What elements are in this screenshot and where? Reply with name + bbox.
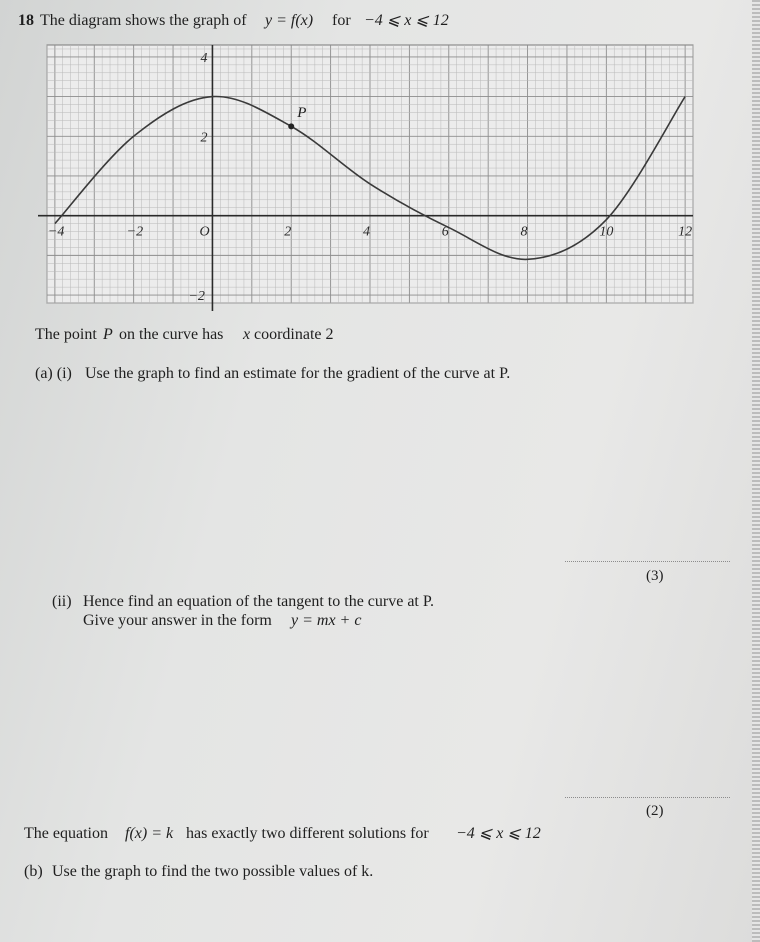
- part-b-label: (b): [24, 863, 43, 880]
- part-a-i-label: (a) (i): [35, 365, 72, 382]
- x-tick-label: 12: [678, 224, 693, 240]
- answer-line-a-ii: [565, 797, 730, 798]
- x-tick-label: −2: [126, 224, 144, 240]
- point-sentence-x: x: [243, 326, 251, 343]
- equation-sentence-start: The equation: [24, 825, 108, 842]
- part-b-text: Use the graph to find the two possible values of k.: [52, 863, 374, 880]
- x-tick-label: 4: [363, 224, 370, 240]
- y-tick-label: −2: [188, 289, 205, 305]
- x-tick-label: 8: [520, 224, 528, 240]
- point-sentence-middle: on the curve has: [119, 326, 224, 343]
- x-tick-label: −4: [47, 224, 65, 240]
- part-a-ii-line1: Hence find an equation of the tangent to the curve at P.: [83, 593, 434, 610]
- equation-domain: −4 ⩽ x ⩽ 12: [456, 825, 541, 842]
- x-tick-label: O: [199, 224, 210, 240]
- part-a-i-text: Use the graph to find an estimate for the gradient of the curve at P.: [85, 365, 511, 382]
- point-p-marker: [288, 123, 294, 129]
- answer-line-a-i: [565, 561, 730, 562]
- function-graph: [0, 0, 760, 330]
- equation-sentence-middle: has exactly two different solutions for: [186, 825, 429, 842]
- point-sentence-p: P: [103, 326, 113, 343]
- page-edge: [752, 0, 760, 942]
- equation-expression: f(x) = k: [125, 825, 174, 842]
- point-sentence-end: coordinate 2: [254, 326, 334, 343]
- part-a-ii-label: (ii): [52, 593, 72, 610]
- function-expression: y = f(x): [265, 12, 314, 29]
- part-a-ii-line2: Give your answer in the form: [83, 612, 272, 629]
- form-expression: y = mx + c: [291, 612, 362, 629]
- x-tick-label: 2: [284, 224, 292, 240]
- marks-a-ii: (2): [646, 803, 664, 819]
- y-tick-label: 4: [200, 50, 208, 66]
- graph-grid: [47, 45, 693, 303]
- marks-a-i: (3): [646, 568, 664, 584]
- x-tick-label: 6: [441, 224, 449, 240]
- question-intro: The diagram shows the graph of: [40, 12, 247, 29]
- question-number: 18: [18, 12, 34, 29]
- domain-expression: −4 ⩽ x ⩽ 12: [364, 12, 449, 29]
- point-p-label: P: [297, 105, 307, 122]
- for-word: for: [332, 12, 351, 29]
- point-sentence-start: The point: [35, 326, 97, 343]
- x-tick-label: 10: [599, 224, 614, 240]
- y-tick-label: 2: [200, 130, 208, 146]
